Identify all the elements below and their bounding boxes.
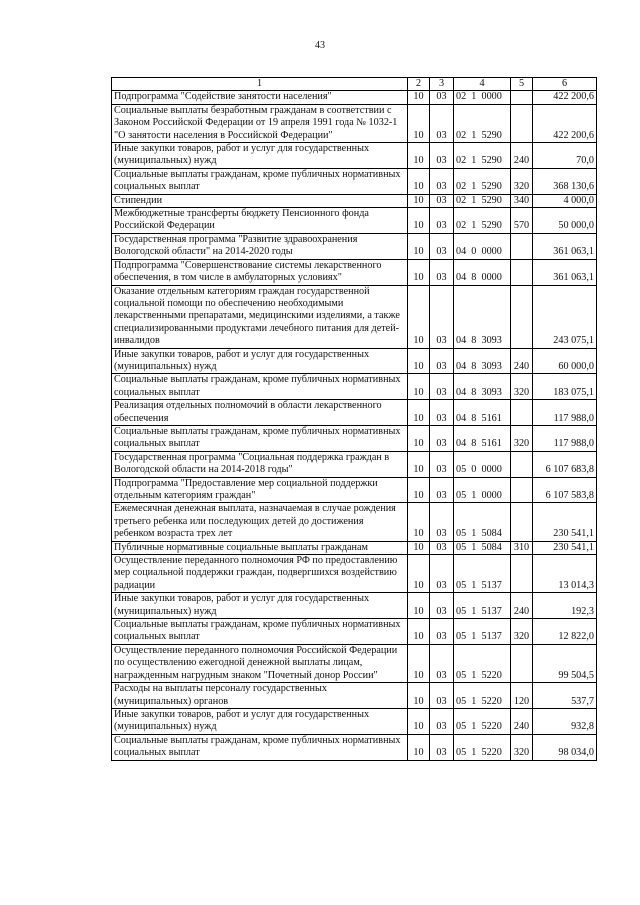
target-article-code: 02 1 5290 (454, 168, 511, 194)
amount: 117 988,0 (533, 400, 597, 426)
table-row (112, 644, 597, 682)
item-name: Публичные нормативные социальные выплаты гражданам (112, 541, 408, 554)
amount: 6 107 683,8 (533, 451, 597, 477)
amount: 932,8 (533, 708, 597, 734)
subsection-code: 03 (430, 555, 454, 593)
subsection-code: 03 (430, 477, 454, 503)
item-name: Подпрограмма "Совершенствование системы лекарственного обеспечения, в том числе в амбулаторных условиях" (112, 259, 408, 285)
section-code: 10 (408, 208, 430, 234)
section-code: 10 (408, 400, 430, 426)
target-article-code: 05 1 5137 (454, 555, 511, 593)
table-row (112, 619, 597, 645)
subsection-code: 03 (430, 683, 454, 709)
expense-type-code: 320 (511, 734, 533, 760)
subsection-code: 03 (430, 734, 454, 760)
target-article-code: 05 1 5137 (454, 593, 511, 619)
item-name: Государственная программа "Развитие здравоохранения Вологодской области" на 2014-2020 годы (112, 233, 408, 259)
table-row (112, 208, 597, 234)
item-name: Стипендии (112, 194, 408, 207)
section-code: 10 (408, 644, 430, 682)
subsection-code: 03 (430, 143, 454, 169)
amount: 70,0 (533, 143, 597, 169)
table-row (112, 451, 597, 477)
amount: 4 000,0 (533, 194, 597, 207)
table-row (112, 477, 597, 503)
expense-type-code: 320 (511, 168, 533, 194)
target-article-code: 02 1 5290 (454, 104, 511, 142)
table-row (112, 541, 597, 554)
item-name: Социальные выплаты гражданам, кроме публичных нормативных социальных выплат (112, 374, 408, 400)
subsection-code: 03 (430, 708, 454, 734)
amount: 99 504,5 (533, 644, 597, 682)
table-body (112, 91, 597, 760)
table-row (112, 708, 597, 734)
table-row (112, 168, 597, 194)
item-name: Расходы на выплаты персоналу государственных (муниципальных) органов (112, 683, 408, 709)
subsection-code: 03 (430, 285, 454, 348)
section-code: 10 (408, 104, 430, 142)
target-article-code: 05 1 5220 (454, 644, 511, 682)
amount: 368 130,6 (533, 168, 597, 194)
section-code: 10 (408, 683, 430, 709)
subsection-code: 03 (430, 208, 454, 234)
subsection-code: 03 (430, 644, 454, 682)
expense-type-code (511, 555, 533, 593)
section-code: 10 (408, 259, 430, 285)
amount: 12 822,0 (533, 619, 597, 645)
table-row (112, 285, 597, 348)
target-article-code: 05 1 5220 (454, 683, 511, 709)
expense-type-code (511, 91, 533, 104)
item-name: Иные закупки товаров, работ и услуг для государственных (муниципальных) нужд (112, 708, 408, 734)
target-article-code: 02 1 5290 (454, 208, 511, 234)
item-name: Государственная программа "Социальная поддержка граждан в Вологодской области на 2014-2018 годы" (112, 451, 408, 477)
amount: 422 200,6 (533, 104, 597, 142)
table-row (112, 194, 597, 207)
subsection-code: 03 (430, 91, 454, 104)
column-header-5: 5 (511, 78, 533, 91)
subsection-code: 03 (430, 593, 454, 619)
subsection-code: 03 (430, 194, 454, 207)
item-name: Иные закупки товаров, работ и услуг для государственных (муниципальных) нужд (112, 348, 408, 374)
item-name: Социальные выплаты гражданам, кроме публичных нормативных социальных выплат (112, 734, 408, 760)
amount: 361 063,1 (533, 259, 597, 285)
item-name: Межбюджетные трансферты бюджету Пенсионного фонда Российской Федерации (112, 208, 408, 234)
section-code: 10 (408, 451, 430, 477)
target-article-code: 04 8 0000 (454, 259, 511, 285)
section-code: 10 (408, 541, 430, 554)
item-name: Ежемесячная денежная выплата, назначаемая в случае рождения третьего ребенка или последующих детей до достижения ребенком возраста трех лет (112, 503, 408, 541)
amount: 243 075,1 (533, 285, 597, 348)
subsection-code: 03 (430, 104, 454, 142)
expense-type-code (511, 451, 533, 477)
column-header-4: 4 (454, 78, 511, 91)
table-row (112, 734, 597, 760)
table-row (112, 374, 597, 400)
amount: 117 988,0 (533, 425, 597, 451)
expense-type-code: 320 (511, 374, 533, 400)
expense-type-code: 320 (511, 425, 533, 451)
column-header-1: 1 (112, 78, 408, 91)
table-row (112, 683, 597, 709)
table-row (112, 348, 597, 374)
item-name: Иные закупки товаров, работ и услуг для государственных (муниципальных) нужд (112, 143, 408, 169)
expense-type-code: 320 (511, 619, 533, 645)
amount: 98 034,0 (533, 734, 597, 760)
amount: 537,7 (533, 683, 597, 709)
expense-type-code (511, 503, 533, 541)
subsection-code: 03 (430, 451, 454, 477)
target-article-code: 04 8 3093 (454, 285, 511, 348)
expense-type-code: 240 (511, 708, 533, 734)
expense-type-code: 310 (511, 541, 533, 554)
expense-type-code (511, 104, 533, 142)
target-article-code: 04 8 5161 (454, 425, 511, 451)
section-code: 10 (408, 593, 430, 619)
table-row (112, 555, 597, 593)
amount: 361 063,1 (533, 233, 597, 259)
section-code: 10 (408, 168, 430, 194)
amount: 13 014,3 (533, 555, 597, 593)
table-row (112, 503, 597, 541)
item-name: Подпрограмма "Содействие занятости населения" (112, 91, 408, 104)
target-article-code: 05 1 5220 (454, 734, 511, 760)
column-header-2: 2 (408, 78, 430, 91)
table-row (112, 104, 597, 142)
target-article-code: 04 0 0000 (454, 233, 511, 259)
table-row (112, 593, 597, 619)
section-code: 10 (408, 555, 430, 593)
target-article-code: 05 1 5137 (454, 619, 511, 645)
expense-type-code (511, 400, 533, 426)
amount: 60 000,0 (533, 348, 597, 374)
table-row (112, 425, 597, 451)
section-code: 10 (408, 619, 430, 645)
amount: 6 107 583,8 (533, 477, 597, 503)
target-article-code: 02 1 5290 (454, 194, 511, 207)
item-name: Социальные выплаты гражданам, кроме публичных нормативных социальных выплат (112, 168, 408, 194)
subsection-code: 03 (430, 400, 454, 426)
expense-type-code (511, 233, 533, 259)
page-number: 43 (315, 40, 325, 51)
item-name: Подпрограмма "Предоставление мер социальной поддержки отдельным категориям граждан" (112, 477, 408, 503)
budget-table (111, 77, 597, 761)
expense-type-code: 340 (511, 194, 533, 207)
amount: 422 200,6 (533, 91, 597, 104)
target-article-code: 04 8 3093 (454, 348, 511, 374)
expense-type-code: 240 (511, 593, 533, 619)
table-row (112, 400, 597, 426)
item-name: Социальные выплаты гражданам, кроме публичных нормативных социальных выплат (112, 619, 408, 645)
subsection-code: 03 (430, 619, 454, 645)
item-name: Иные закупки товаров, работ и услуг для государственных (муниципальных) нужд (112, 593, 408, 619)
section-code: 10 (408, 91, 430, 104)
subsection-code: 03 (430, 541, 454, 554)
target-article-code: 02 1 0000 (454, 91, 511, 104)
target-article-code: 05 0 0000 (454, 451, 511, 477)
section-code: 10 (408, 425, 430, 451)
expense-type-code: 240 (511, 143, 533, 169)
section-code: 10 (408, 194, 430, 207)
expense-type-code: 120 (511, 683, 533, 709)
column-header-6: 6 (533, 78, 597, 91)
section-code: 10 (408, 734, 430, 760)
amount: 183 075,1 (533, 374, 597, 400)
target-article-code: 04 8 5161 (454, 400, 511, 426)
item-name: Оказание отдельным категориям граждан государственной социальной помощи по обеспечению необходимыми лекарственными препаратами, медицинскими изделиями, а также специализированными продуктами лечебного питания для детей-инвалидов (112, 285, 408, 348)
item-name: Осуществление переданного полномочия Российской Федерации по осуществлению ежегодной денежной выплаты лицам, награжденным нагрудным знаком "Почетный донор России" (112, 644, 408, 682)
subsection-code: 03 (430, 348, 454, 374)
section-code: 10 (408, 143, 430, 169)
table-row (112, 91, 597, 104)
subsection-code: 03 (430, 233, 454, 259)
table-row (112, 233, 597, 259)
target-article-code: 05 1 5084 (454, 503, 511, 541)
expense-type-code: 240 (511, 348, 533, 374)
item-name: Социальные выплаты безработным гражданам в соответствии с Законом Российской Федерации от 19 апреля 1991 года № 1032-1 "О занятости населения в Российской Федерации" (112, 104, 408, 142)
subsection-code: 03 (430, 259, 454, 285)
table-row (112, 143, 597, 169)
section-code: 10 (408, 233, 430, 259)
target-article-code: 05 1 0000 (454, 477, 511, 503)
expense-type-code: 570 (511, 208, 533, 234)
column-header-3: 3 (430, 78, 454, 91)
target-article-code: 02 1 5290 (454, 143, 511, 169)
section-code: 10 (408, 708, 430, 734)
header-row (112, 78, 597, 91)
subsection-code: 03 (430, 503, 454, 541)
section-code: 10 (408, 348, 430, 374)
expense-type-code (511, 259, 533, 285)
section-code: 10 (408, 374, 430, 400)
expense-type-code (511, 477, 533, 503)
section-code: 10 (408, 477, 430, 503)
expense-type-code (511, 285, 533, 348)
target-article-code: 05 1 5220 (454, 708, 511, 734)
amount: 230 541,1 (533, 503, 597, 541)
item-name: Осуществление переданного полномочия РФ по предоставлению мер социальной поддержки граждан, подвергшихся воздействию радиации (112, 555, 408, 593)
target-article-code: 05 1 5084 (454, 541, 511, 554)
amount: 192,3 (533, 593, 597, 619)
table-row (112, 259, 597, 285)
target-article-code: 04 8 3093 (454, 374, 511, 400)
subsection-code: 03 (430, 425, 454, 451)
subsection-code: 03 (430, 374, 454, 400)
section-code: 10 (408, 285, 430, 348)
section-code: 10 (408, 503, 430, 541)
item-name: Реализация отдельных полномочий в области лекарственного обеспечения (112, 400, 408, 426)
amount: 50 000,0 (533, 208, 597, 234)
amount: 230 541,1 (533, 541, 597, 554)
item-name: Социальные выплаты гражданам, кроме публичных нормативных социальных выплат (112, 425, 408, 451)
subsection-code: 03 (430, 168, 454, 194)
expense-type-code (511, 644, 533, 682)
